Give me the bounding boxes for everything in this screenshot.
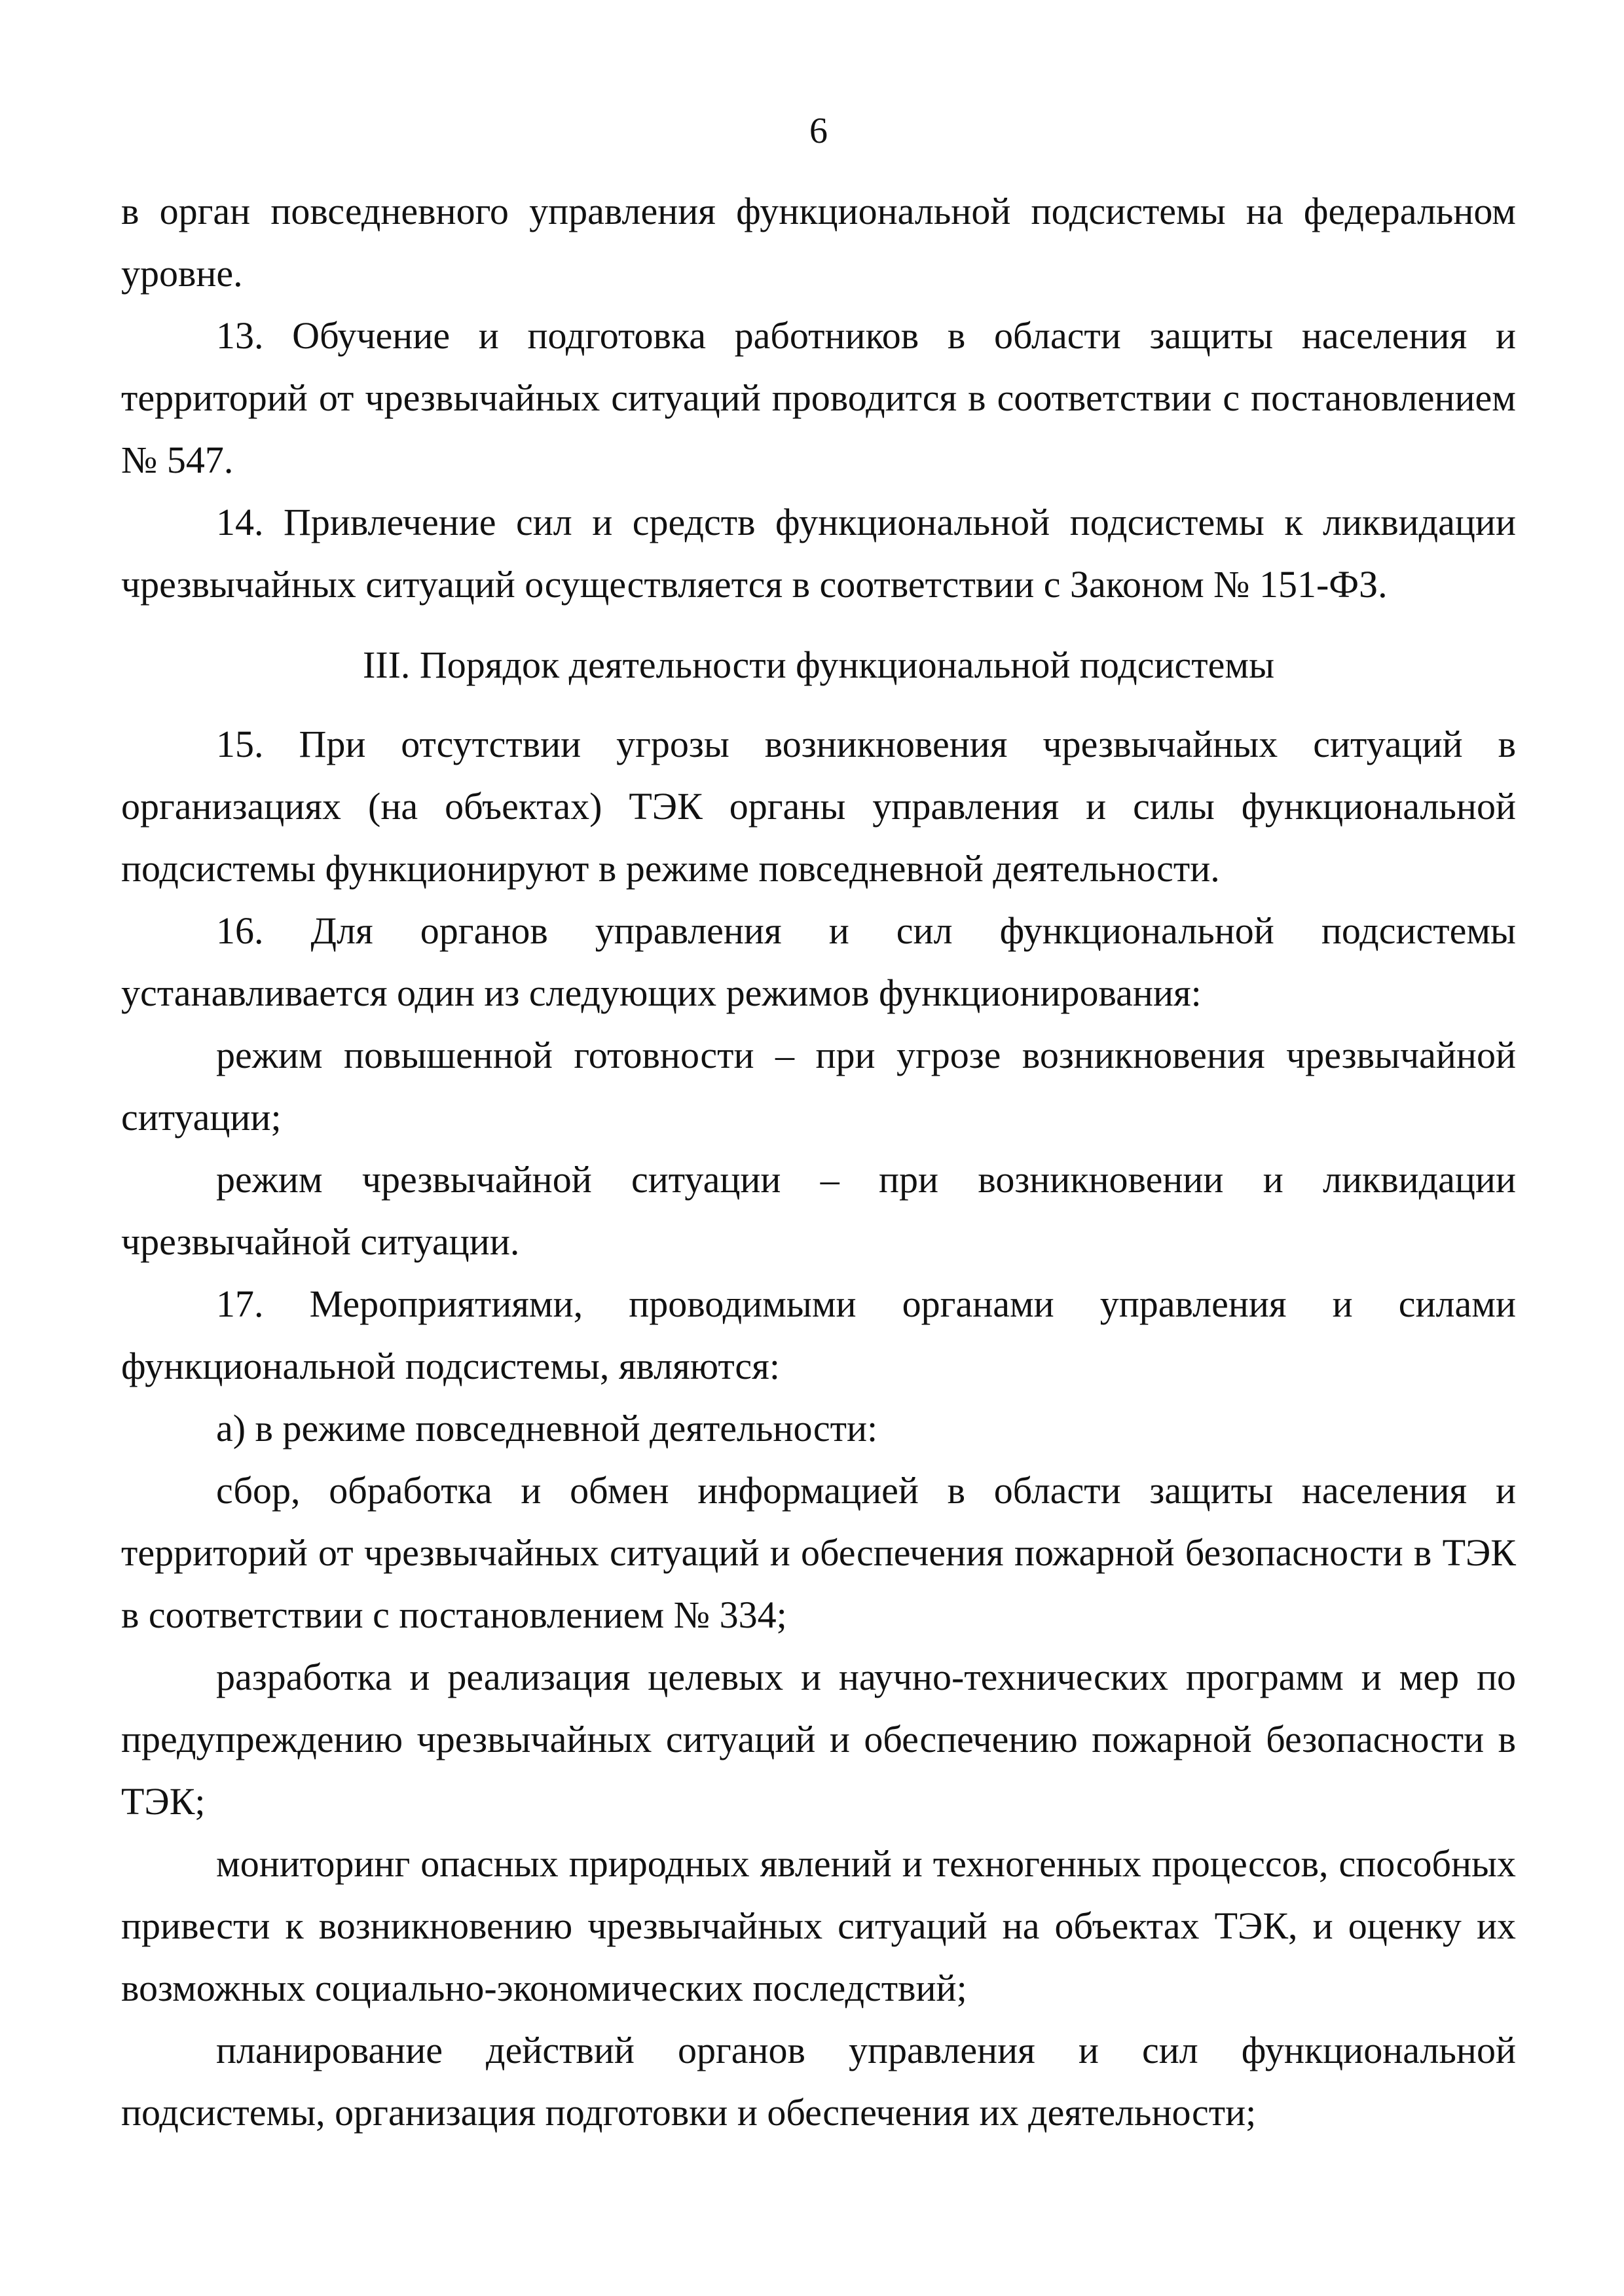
section-heading-3: III. Порядок деятельности функциональной подсистемы (362, 644, 1275, 686)
document-body (121, 180, 1516, 2143)
page-number: 6 (809, 111, 828, 151)
paragraph-16-mode-2: режим чрезвычайной ситуации – при возникновении и ликвидации чрезвычайной ситуации. (121, 1158, 1516, 1263)
paragraph-15: 15. При отсутствии угрозы возникновения чрезвычайных ситуаций в организациях (на объектах) ТЭК органы управления и силы функциональной подсистемы функционируют в режиме повседневной деятельности. (121, 723, 1516, 890)
paragraph-16: 16. Для органов управления и сил функциональной подсистемы устанавливается один из следующих режимов функционирования: (121, 909, 1516, 1014)
paragraph-17-a-item-4: планирование действий органов управления и сил функциональной подсистемы, организация подготовки и обеспечения их деятельности; (121, 2029, 1516, 2134)
paragraph-16-mode-1: режим повышенной готовности – при угрозе возникновения чрезвычайной ситуации; (121, 1034, 1516, 1139)
document-page (121, 0, 1516, 2296)
paragraph-continuation: в орган повседневного управления функциональной подсистемы на федеральном уровне. (121, 190, 1516, 295)
paragraph-13: 13. Обучение и подготовка работников в области защиты населения и территорий от чрезвычайных ситуаций проводится в соответствии с постановлением № 547. (121, 314, 1516, 481)
paragraph-17: 17. Мероприятиями, проводимыми органами управления и силами функциональной подсистемы, являются: (121, 1283, 1516, 1387)
paragraph-17-a-item-1: сбор, обработка и обмен информацией в области защиты населения и территорий от чрезвычайных ситуаций и обеспечения пожарной безопасности в ТЭК в соответствии с постановлением № 334; (121, 1469, 1516, 1636)
paragraph-17-a: а) в режиме повседневной деятельности: (216, 1407, 878, 1449)
paragraph-17-a-item-2: разработка и реализация целевых и научно-технических программ и мер по предупреждению чрезвычайных ситуаций и обеспечению пожарной безопасности в ТЭК; (121, 1656, 1516, 1823)
paragraph-14: 14. Привлечение сил и средств функциональной подсистемы к ликвидации чрезвычайных ситуаций осуществляется в соответствии с Законом № 151-ФЗ. (121, 501, 1516, 606)
paragraph-17-a-item-3: мониторинг опасных природных явлений и техногенных процессов, способных привести к возникновению чрезвычайных ситуаций на объектах ТЭК, и оценку их возможных социально-экономических последствий; (121, 1842, 1516, 2009)
